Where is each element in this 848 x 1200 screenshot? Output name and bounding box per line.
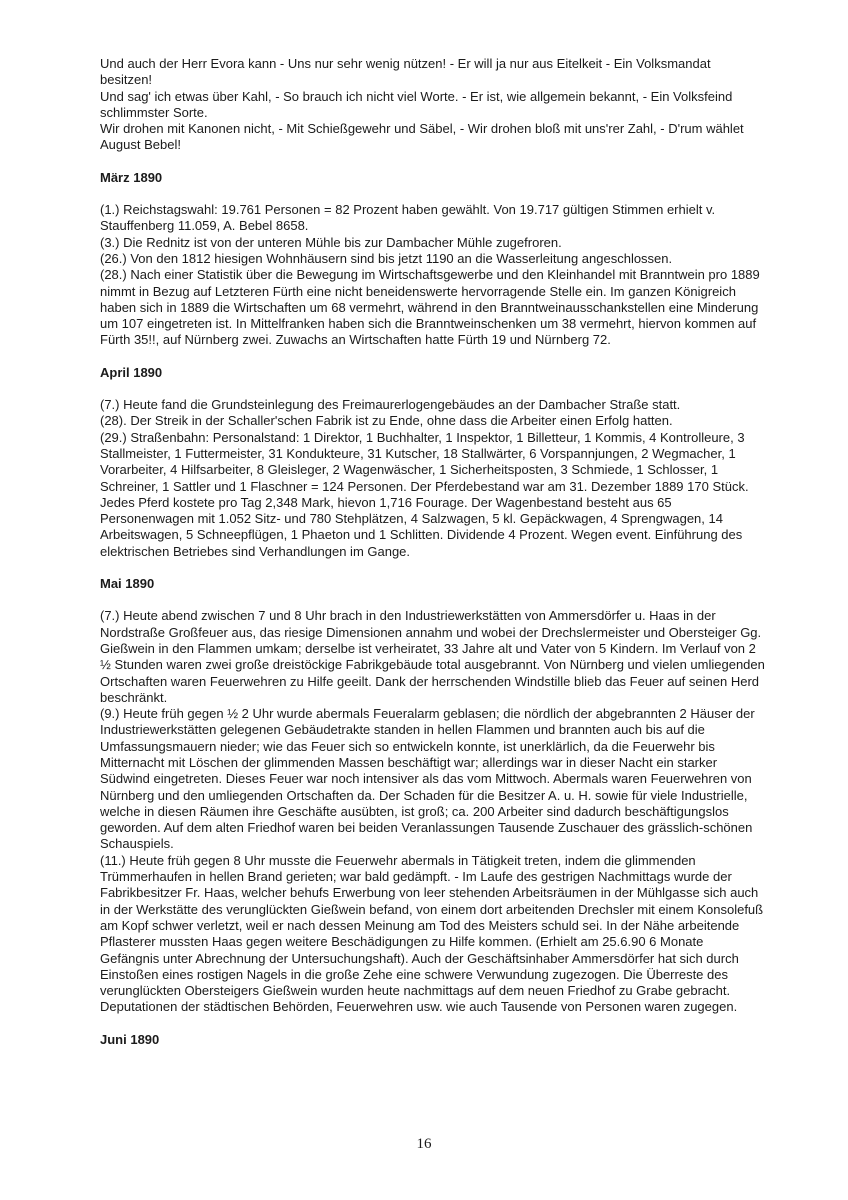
month-sections xyxy=(100,170,766,1048)
paragraph: (3.) Die Rednitz ist von der unteren Mühle bis zur Dambacher Mühle zugefroren. xyxy=(100,234,562,250)
paragraph: (11.) Heute früh gegen 8 Uhr musste die Feuerwehr abermals in Tätigkeit treten, indem die glimmenden Trümmerhaufen in hellen Brand gerieten; war bald gedämpft. - Im Laufe des gestrigen Nachmittags wurde der Fabrikbesitzer Fr. Haas, welcher behufs Erwerbung von leer stehenden Arbeitsräumen in der Mühlgasse sich auch in der Werkstätte des verunglückten Gießwein befand, von einem dort arbeitenden Drechsler mit einem Konsolefuß am Kopf schwer verletzt, weil er nach dessen Meinung am Tod des Meisters schuld sei. In der Nähe arbeitende Pflasterer mussten Haas gegen weitere Beschädigungen zu Hilfe kommen. (Erhielt am 25.6.90 6 Monate Gefängnis unter Abrechnung der Untersuchungshaft). Auch der Geschäftsinhaber Ammersdörfer hat sich durch Einstoßen eines rostigen Nagels in die große Zehe eine schwere Verwundung zugezogen. Die Überreste des verunglückten Obersteigers Gießwein wurden heute nachmittags auf dem neuen Friedhof zu Grabe gebracht. Deputationen der städtischen Behörden, Feuerwehren usw. wie auch Tausende von Personen waren zugegen. xyxy=(100,852,764,1015)
section-paragraphs xyxy=(100,608,766,1015)
paragraph: (28). Der Streik in der Schaller'schen Fabrik ist zu Ende, ohne dass die Arbeiter einen Erfolg hatten. xyxy=(100,413,673,429)
verse-line: Wir drohen mit Kanonen nicht, - Mit Schießgewehr und Säbel, - Wir drohen bloß mit uns'rer Zahl, - D'rum wählet August Bebel! xyxy=(100,121,744,153)
paragraph: (7.) Heute abend zwischen 7 und 8 Uhr brach in den Industriewerkstätten von Ammersdörfer u. Haas in der Nordstraße Großfeuer aus, das riesige Dimensionen annahm und wobei der Drechslermeister und Obersteiger Gg. Gießwein in den Flammen umkam; derselbe ist verheiratet, 33 Jahre alt und Vater von 5 Kindern. Im Verlauf von 2 ½ Stunden waren zwei große dreistöckige Fabrikgebäude total ausgebrannt. Von Nürnberg und vielen umliegenden Ortschaften waren Feuerwehren zu Hilfe geeilt. Dank der herrschenden Windstille blieb das Feuer auf seinen Herd beschränkt. xyxy=(100,608,765,705)
verse-line: Und auch der Herr Evora kann - Uns nur sehr wenig nützen! - Er will ja nur aus Eitelkeit - Ein Volksmandat besitzen! xyxy=(100,56,711,88)
intro-verse xyxy=(100,56,766,154)
verse-line: Und sag' ich etwas über Kahl, - So brauch ich nicht viel Worte. - Er ist, wie allgemein bekannt, - Ein Volksfeind schlimmster Sorte. xyxy=(100,88,733,120)
section-heading: Mai 1890 xyxy=(100,576,155,592)
paragraph: (7.) Heute fand die Grundsteinlegung des Freimaurerlogengebäudes an der Dambacher Straße statt. xyxy=(100,397,681,413)
section-paragraphs xyxy=(100,397,766,560)
paragraph: (29.) Straßenbahn: Personalstand: 1 Direktor, 1 Buchhalter, 1 Inspektor, 1 Billetteur, 1 Kommis, 4 Kontrolleure, 3 Stallmeister, 1 Futtermeister, 31 Kondukteure, 31 Kutscher, 18 Stallwärter, 6 Vorspannjungen, 2 Wegmacher, 1 Vorarbeiter, 4 Hilfsarbeiter, 8 Gleisleger, 2 Wagenwäscher, 1 Sicherheitsposten, 3 Schmiede, 1 Schlosser, 1 Schreiner, 1 Sattler und 1 Flaschner = 124 Personen. Der Pferdebestand war am 31. Dezember 1889 170 Stück. Jedes Pferd kostete pro Tag 2,348 Mark, hievon 1,716 Fourage. Der Wagenbestand besteht aus 65 Personenwagen mit 1.052 Sitz- und 780 Stehplätzen, 4 Salzwagen, 5 kl. Gepäckwagen, 4 Sprengwagen, 14 Arbeitswagen, 5 Schneepflügen, 1 Phaeton und 1 Schlitten. Dividende 4 Prozent. Wegen event. Einführung des elektrischen Betriebes sind Verhandlungen im Gange. xyxy=(100,429,749,559)
document-text xyxy=(100,56,766,1064)
section-paragraphs xyxy=(100,202,766,349)
section-heading: Juni 1890 xyxy=(100,1031,160,1047)
section-heading: April 1890 xyxy=(100,364,163,380)
month-section xyxy=(100,170,766,349)
paragraph: (26.) Von den 1812 hiesigen Wohnhäusern sind bis jetzt 1190 an die Wasserleitung angeschlossen. xyxy=(100,250,673,266)
paragraph: (28.) Nach einer Statistik über die Bewegung im Wirtschaftsgewerbe und den Kleinhandel mit Branntwein pro 1889 nimmt in Bezug auf Letzteren Fürth eine nicht beneidenswerte hervorragende Stelle ein. Im ganzen Königreich haben sich in 1889 die Wirtschaften um 68 vermehrt, während in den Branntweinausschankstellen eine Minderung um 107 eingetreten ist. In Mittelfranken haben sich die Branntweinschenken um 38 vermehrt, hiervon kommen auf Fürth 35!!, auf Nürnberg zwei. Zuwachs an Wirtschaften hatte Fürth 19 und Nürnberg 72. xyxy=(100,267,760,348)
section-heading: März 1890 xyxy=(100,169,163,185)
paragraph: (9.) Heute früh gegen ½ 2 Uhr wurde abermals Feueralarm geblasen; die nördlich der abgebrannten 2 Häuser der Industriewerkstätten gelegenen Gebäudetrakte standen in hellen Flammen und brannten auch bis auf die Umfassungsmauern nieder; wie das Feuer sich so entwickeln konnte, ist unerklärlich, da die Feuerwehr bis Mitternacht mit Löschen der glimmenden Massen beschäftigt war; allerdings war in dieser Nacht ein starker Südwind eingetreten. Dieses Feuer war noch intensiver als das vom Mittwoch. Abermals waren Feuerwehren von Nürnberg und den umliegenden Ortschaften da. Der Schaden für die Besitzer A. u. H. sowie für viele Industrielle, welche in diesen Räumen ihre Geschäfte ausübten, ist groß; ca. 200 Arbeiter sind dadurch beschäftigungslos geworden. Auf dem alten Friedhof waren bei beiden Veranlassungen Tausende Zuschauer des grässlich-schönen Schauspiels. xyxy=(100,706,755,852)
paragraph: (1.) Reichstagswahl: 19.761 Personen = 82 Prozent haben gewählt. Von 19.717 gültigen Stimmen erhielt v. Stauffenberg 11.059, A. Bebel 8658. xyxy=(100,202,716,234)
month-section xyxy=(100,576,766,1016)
page-number: 16 xyxy=(416,1136,432,1152)
month-section xyxy=(100,365,766,560)
month-section xyxy=(100,1032,766,1048)
